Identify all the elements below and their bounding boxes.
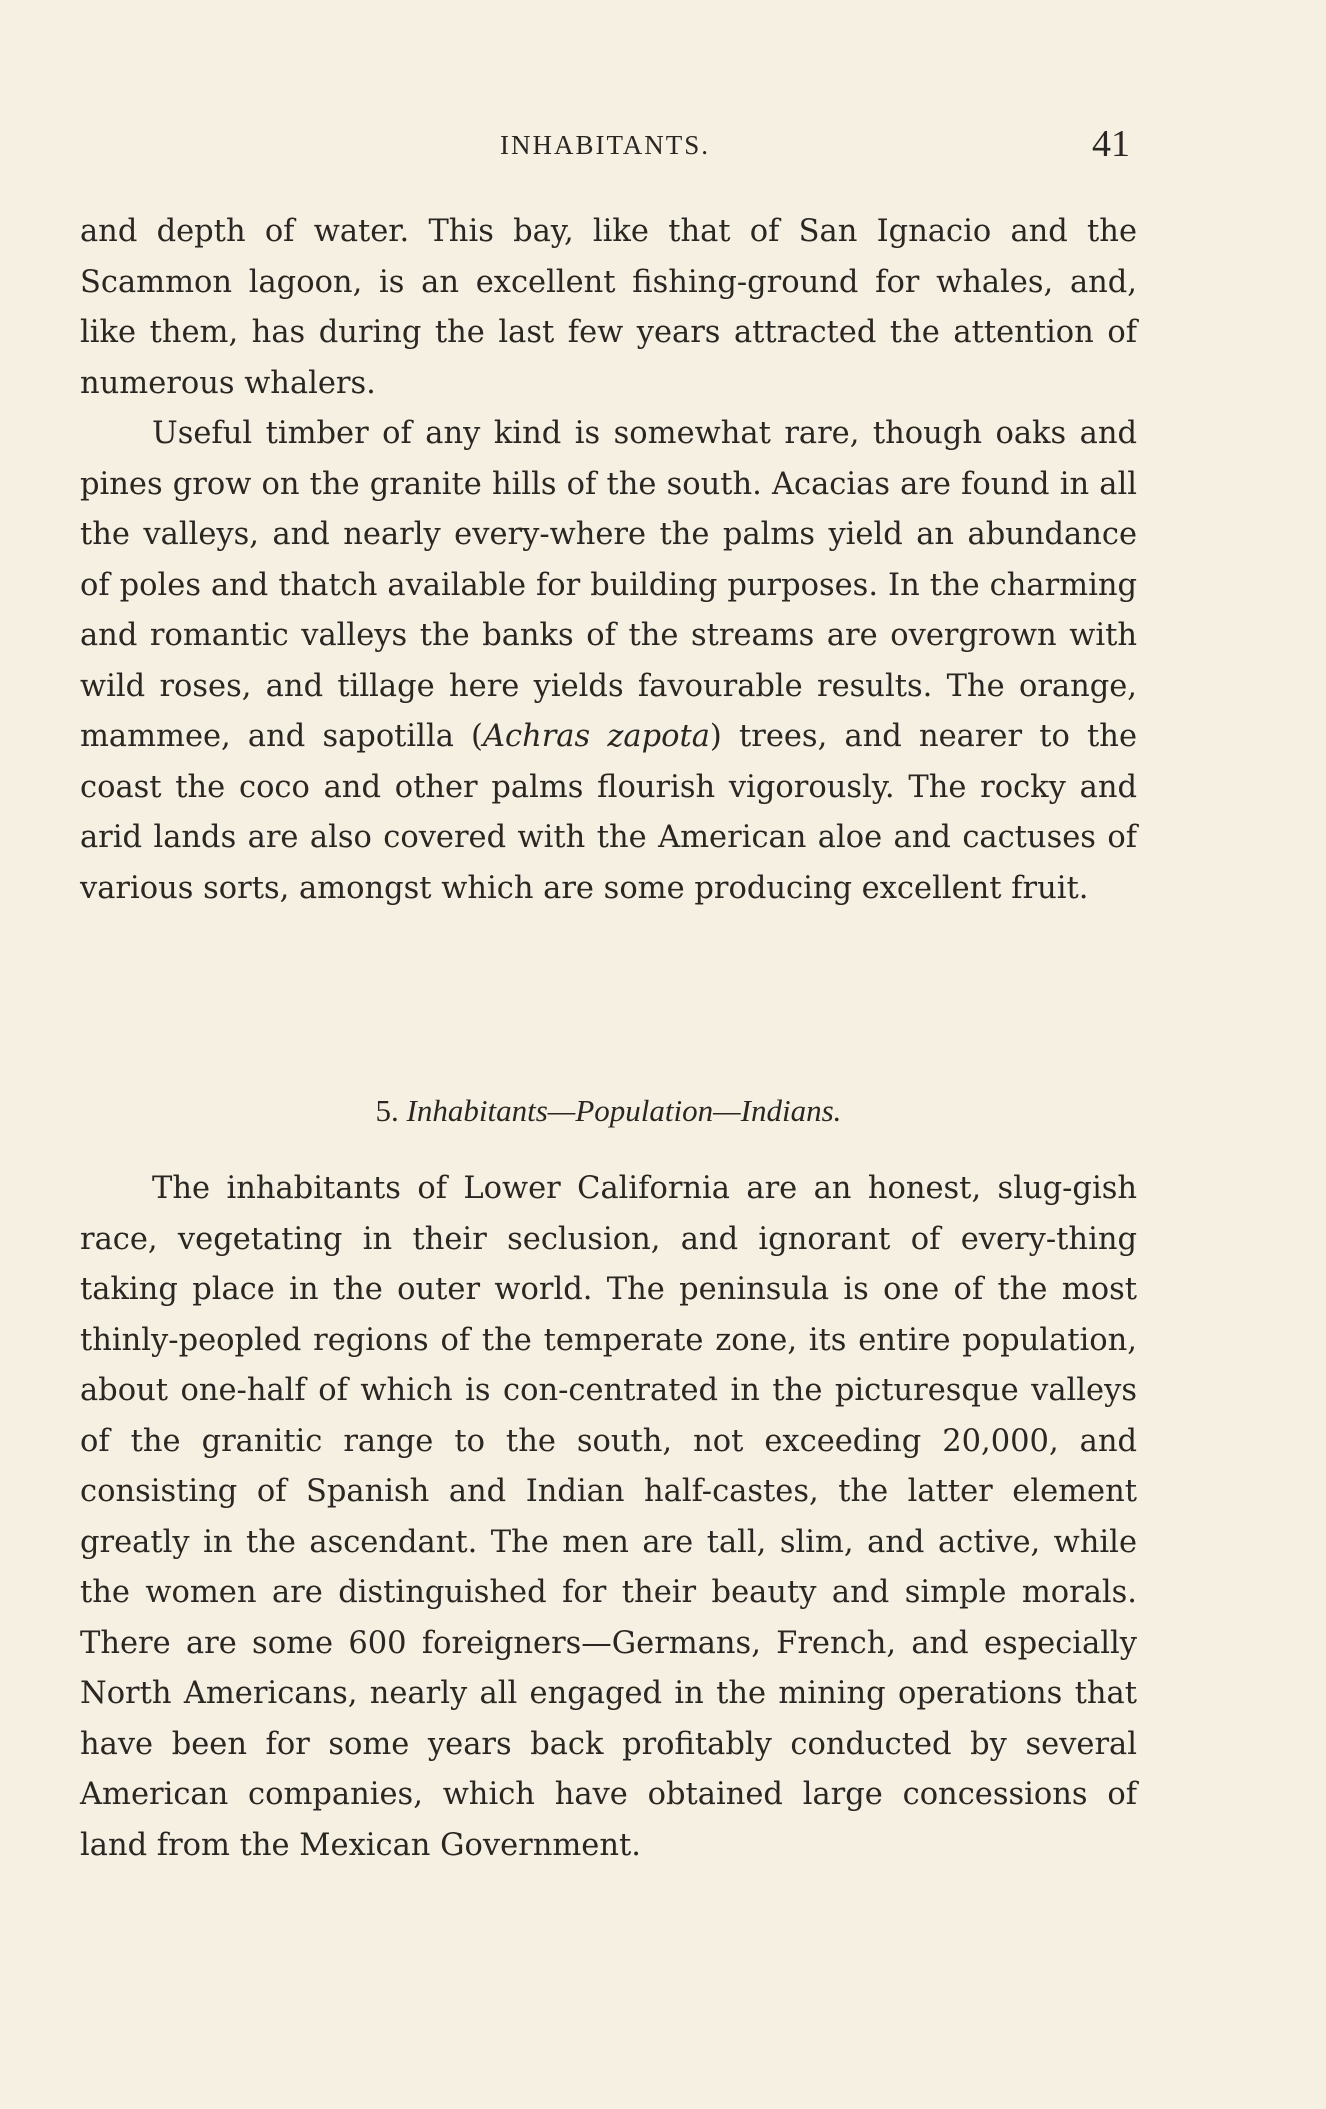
section-title: Inhabitants—Population—Indians. <box>406 1093 842 1128</box>
paragraph-whaling-bay <box>80 207 1137 409</box>
page-number: 41 <box>1092 123 1130 165</box>
paragraph-text: and depth of water. This bay, like that of San Ignacio and the Scammon lagoon, is an excellent fishing-ground for whales, and, like them, has during the last few years attracted the attention of numerous whalers. <box>80 214 1137 401</box>
section-number: 5. <box>375 1093 399 1128</box>
running-head: INHABITANTS. <box>499 130 711 160</box>
paragraph-vegetation <box>80 409 1137 914</box>
paragraph-text-before: Useful timber of any kind is somewhat rare, though oaks and pines grow on the granite hills of the south. Acacias are found in all the valleys, and nearly every-where the palms yield an abundance of poles and thatch available for building purposes. In the charming and romantic valleys the banks of the streams are overgrown with wild roses, and tillage here yields favourable results. The orange, mammee, and sapotilla ( <box>80 416 1137 754</box>
page-header <box>80 122 1130 172</box>
paragraph-inhabitants <box>80 1164 1137 1871</box>
paragraph-text-after: ) trees, and nearer to the coast the coco and other palms flourish vigorously. The rocky and arid lands are also covered with the American aloe and cactuses of various sorts, amongst which are some producing excellent fruit. <box>80 719 1137 906</box>
botanical-name: Achras zapota <box>482 719 710 754</box>
paragraph-text: The inhabitants of Lower California are an honest, slug-gish race, vegetating in their seclusion, and ignorant of every-thing taking place in the outer world. The peninsula is one of the most thinly-peopled regions of the temperate zone, its entire population, about one-half of which is con-centrated in the picturesque valleys of the granitic range to the south, not exceeding 20,000, and consisting of Spanish and Indian half-castes, the latter element greatly in the ascendant. The men are tall, slim, and active, while the women are distinguished for their beauty and simple morals. There are some 600 foreigners—Germans, French, and especially North Americans, nearly all engaged in the mining operations that have been for some years back profitably conducted by several American companies, which have obtained large concessions of land from the Mexican Government. <box>80 1171 1137 1863</box>
section-heading <box>80 1093 1137 1129</box>
paragraph-text <box>80 409 1137 914</box>
